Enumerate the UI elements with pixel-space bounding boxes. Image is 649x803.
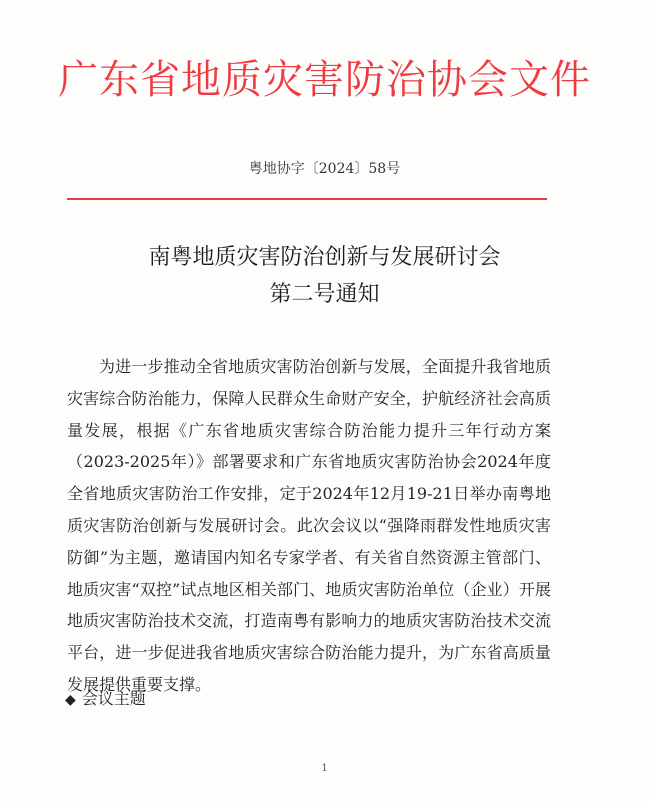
header-divider: [67, 198, 547, 200]
page-number: 1: [321, 763, 328, 774]
body-paragraph: 为进一步推动全省地质灾害防治创新与发展，全面提升我省地质灾害综合防治能力，保障人民群众生命财产安全，护航经济社会高质量发展，根据《广东省地质灾害综合防治能力提升三年行动方案（2023-2025年）》部署要求和广东省地质灾害防治协会2024年度全省地质灾害防治工作安排，定于2024年12月19-21日举办南粤地质灾害防治创新与发展研讨会。此次会议以“强降雨群发性地质灾害防御”为主题，邀请国内知名专家学者、有关省自然资源主管部门、地质灾害“双控”试点地区相关部门、地质灾害防治单位（企业）开展地质灾害防治技术交流，打造南粤有影响力的地质灾害防治技术交流平台，进一步促进我省地质灾害综合防治能力提升，为广东省高质量发展提供重要支撑。: [67, 357, 551, 694]
document-header-title: 广东省地质灾害防治协会文件: [58, 57, 591, 103]
document-number: 粤地协字〔2024〕58号: [248, 161, 401, 177]
section-heading-label: 会议主题: [81, 689, 146, 708]
notice-title: 南粤地质灾害防治创新与发展研讨会: [148, 245, 501, 270]
diamond-bullet-icon: ◆: [65, 692, 76, 708]
section-heading: [65, 687, 146, 712]
notice-subtitle: 第二号通知: [269, 282, 380, 307]
